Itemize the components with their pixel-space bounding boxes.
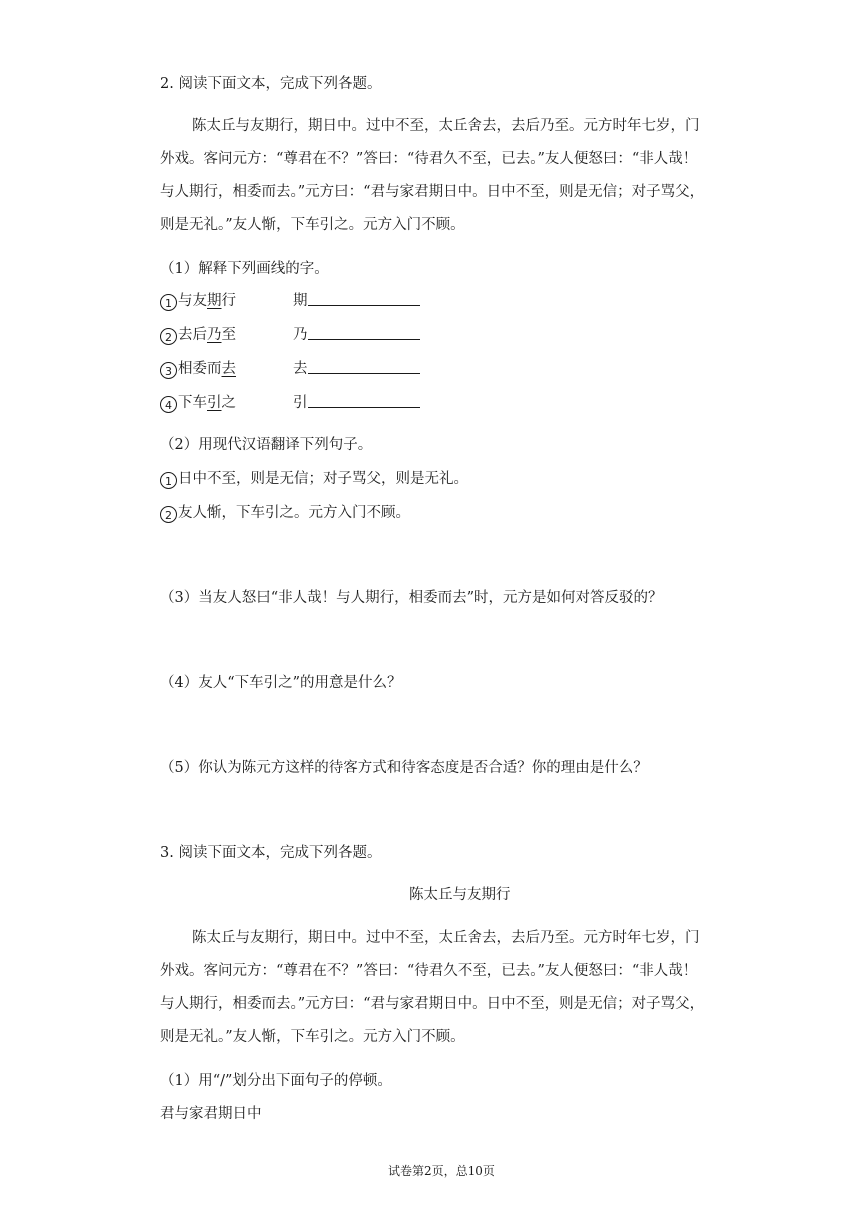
circled-number: 1 xyxy=(160,472,177,489)
q2-sub3-prompt: （3）当友人怒曰“非人哉！与人期行，相委而去”时，元方是如何对答反驳的？ xyxy=(160,590,663,606)
underlined-char: 去 xyxy=(221,361,236,377)
circled-number: 1 xyxy=(160,294,177,311)
q2-sub1-item: 4 下车引之 xyxy=(160,393,236,413)
q3-sub1-prompt: （1）用“/”划分出下面句子的停顿。 xyxy=(160,1073,392,1089)
circled-number: 2 xyxy=(160,328,177,345)
q2-sub1-item: 3 相委而去 xyxy=(160,359,236,379)
q2-passage-line: 则是无礼。”友人惭，下车引之。元方入门不顾。 xyxy=(160,217,465,233)
q3-sub1-sentence: 君与家君期日中 xyxy=(160,1106,262,1122)
answer-blank[interactable] xyxy=(308,325,420,340)
q2-title: 2. 阅读下面文本，完成下列各题。 xyxy=(160,76,382,92)
q2-sub1-item: 1 与友期行 xyxy=(160,291,236,311)
q2-sub4-prompt: （4）友人“下车引之”的用意是什么？ xyxy=(160,675,402,691)
circled-number: 4 xyxy=(160,396,177,413)
answer-blank[interactable] xyxy=(308,393,420,408)
underlined-char: 乃 xyxy=(207,327,222,343)
q2-sub2-item: 2 友人惭，下车引之。元方入门不顾。 xyxy=(160,503,410,523)
q3-passage-line: 陈太丘与友期行，期日中。过中不至，太丘舍去，去后乃至。元方时年七岁，门 xyxy=(192,930,700,946)
q2-sub1-answer: 期 xyxy=(293,291,420,311)
q2-sub1-answer: 乃 xyxy=(293,325,420,345)
q2-sub1-answer: 引 xyxy=(293,393,420,413)
q3-passage-line: 与人期行，相委而去。”元方曰：“君与家君期日中。日中不至，则是无信；对子骂父， xyxy=(160,996,705,1012)
q2-sub2-item: 1 日中不至，则是无信；对子骂父，则是无礼。 xyxy=(160,469,468,489)
q2-sub1-prompt: （1）解释下列画线的字。 xyxy=(160,261,329,277)
q2-sub1-item: 2 去后乃至 xyxy=(160,325,236,345)
underlined-char: 引 xyxy=(207,395,222,411)
q3-heading: 陈太丘与友期行 xyxy=(409,887,511,903)
q2-sub1-answer: 去 xyxy=(293,359,420,379)
q2-sub5-prompt: （5）你认为陈元方这样的待客方式和待客态度是否合适？你的理由是什么？ xyxy=(160,760,648,776)
q3-passage-line: 外戏。客问元方：“尊君在不？”答曰：“待君久不至，已去。”友人便怒曰：“非人哉！ xyxy=(160,963,698,979)
q2-passage-line: 外戏。客问元方：“尊君在不？”答曰：“待君久不至，已去。”友人便怒曰：“非人哉！ xyxy=(160,151,698,167)
q3-title: 3. 阅读下面文本，完成下列各题。 xyxy=(160,845,382,861)
underlined-char: 期 xyxy=(207,293,222,309)
q2-sub2-prompt: （2）用现代汉语翻译下列句子。 xyxy=(160,437,373,453)
circled-number: 3 xyxy=(160,362,177,379)
q2-passage-line: 陈太丘与友期行，期日中。过中不至，太丘舍去，去后乃至。元方时年七岁，门 xyxy=(192,118,700,134)
answer-blank[interactable] xyxy=(308,291,420,306)
q2-passage-line: 与人期行，相委而去。”元方曰：“君与家君期日中。日中不至，则是无信；对子骂父， xyxy=(160,184,705,200)
answer-blank[interactable] xyxy=(308,359,420,374)
circled-number: 2 xyxy=(160,506,177,523)
page-footer: 试卷第2页，总10页 xyxy=(388,1164,495,1178)
q3-passage-line: 则是无礼。”友人惭，下车引之。元方入门不顾。 xyxy=(160,1029,465,1045)
